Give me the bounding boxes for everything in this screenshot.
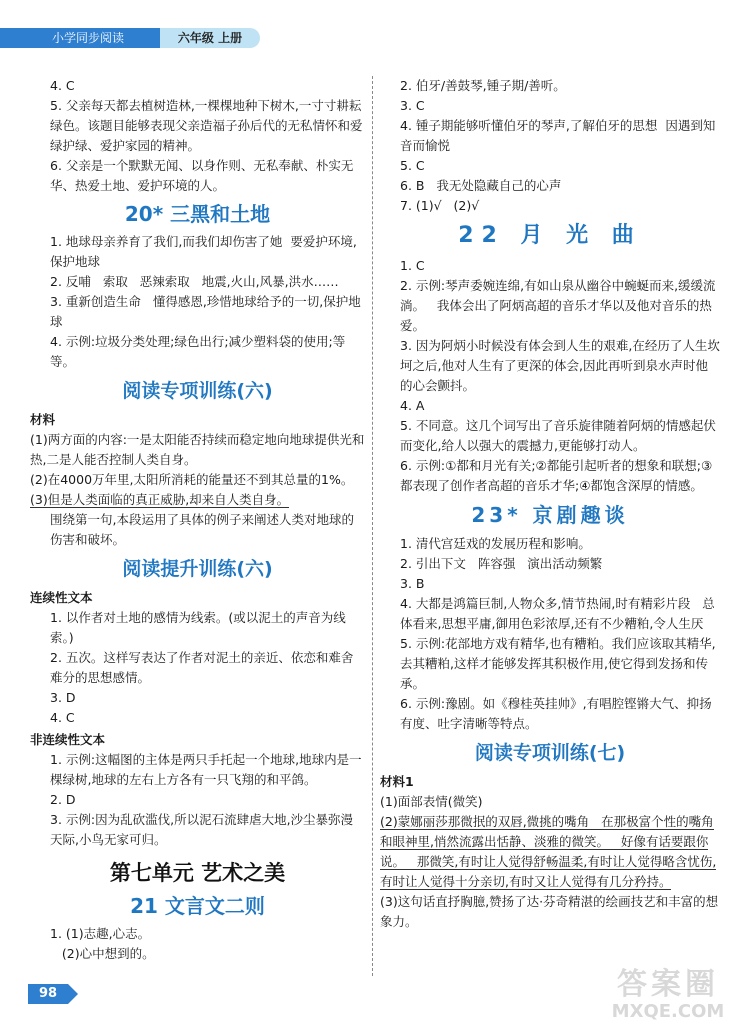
page-number: 98 — [28, 984, 68, 1004]
answer-item: 5. 示例:花部地方戏有精华,也有糟粕。我们应该取其精华,去其糟粕,这样才能够发挥其积极作用,使它得到发扬和传承。 — [400, 636, 716, 691]
left-column — [30, 76, 365, 964]
answer-item: 4. 锺子期能够听懂伯牙的琴声,了解伯牙的思想 因遇到知音而愉悦 — [400, 118, 716, 153]
watermark-url: MXQE.COM — [611, 1001, 725, 1022]
answer-item: 6. 示例:豫剧。如《穆桂英挂帅》,有唱腔铿锵大气、抑扬有度、吐字清晰等特点。 — [400, 696, 712, 731]
page-header — [0, 0, 750, 62]
answer-item: (1)两方面的内容:一是太阳能否持续而稳定地向地球提供光和热,二是人能否控制人类自身。 — [30, 432, 365, 467]
section-title-reading-advance-6: 阅读提升训练(六) — [122, 558, 273, 580]
section-title-reading-special-7: 阅读专项训练(七) — [474, 742, 626, 764]
non-continuous-text-label: 非连续性文本 — [30, 732, 106, 747]
answer-item: 1. (1)志趣,心志。 — [50, 926, 151, 941]
answer-item: 围绕第一句,本段运用了具体的例子来阐述人类对地球的伤害和破坏。 — [50, 512, 354, 547]
answer-item: 1. 清代宫廷戏的发展历程和影响。 — [400, 536, 591, 551]
right-column — [380, 76, 720, 932]
answer-item: (1)面部表情(微笑) — [380, 794, 483, 809]
answer-item: 5. 父亲每天都去植树造林,一棵棵地种下树木,一寸寸耕耘绿色。该题目能够表现父亲造福子孙后代的无私情怀和爱绿护绿、爱护家园的精神。 — [50, 98, 363, 153]
answer-item: (3)这句话直抒胸臆,赞扬了达·芬奇精湛的绘画技艺和丰富的想象力。 — [380, 894, 719, 929]
answer-item: 3. C — [400, 98, 425, 113]
column-divider — [372, 76, 374, 976]
answer-item: 5. C — [400, 158, 425, 173]
page-arrow-icon — [68, 984, 78, 1004]
answer-item: 6. 示例:①都和月光有关;②都能引起听者的想象和联想;③都表现了创作者高超的音乐才华;④都饱含深厚的情感。 — [400, 458, 713, 493]
answer-item: 3. D — [50, 690, 76, 705]
answer-item: 4. A — [400, 398, 425, 413]
material-label: 材料 — [30, 412, 56, 427]
grade-label: 六年级 上册 — [160, 28, 260, 48]
watermark-title: 答案圈 — [617, 967, 719, 1002]
answer-item: (2)心中想到的。 — [50, 946, 155, 961]
lesson-title-23: 23* 京剧趣谈 — [471, 503, 629, 527]
answer-item: 4. 示例:垃圾分类处理;绿色出行;减少塑料袋的使用;等等。 — [50, 334, 346, 369]
answer-item: 2. D — [50, 792, 76, 807]
lesson-title-20: 20* 三黑和土地 — [124, 202, 271, 226]
answer-item: (2)在4000万年里,太阳所消耗的能量还不到其总量的1%。 — [30, 472, 354, 487]
answer-item: 2. 示例:琴声委婉连绵,有如山泉从幽谷中蜿蜒而来,缓缓流淌。 我体会出了阿炳高超的音乐才华以及他对音乐的热爱。 — [400, 278, 716, 333]
unit-title: 第七单元 艺术之美 — [109, 861, 286, 885]
watermark — [598, 968, 738, 1026]
answer-item: 3. 示例:因为乱砍滥伐,所以泥石流肆虐大地,沙尘暴弥漫天际,小鸟无家可归。 — [50, 812, 354, 847]
lesson-title-21: 21 文言文二则 — [130, 894, 265, 918]
answer-item: 3. B — [400, 576, 425, 591]
answer-item: 6. B 我无处隐藏自己的心声 — [400, 178, 562, 193]
answer-item: 1. 地球母亲养育了我们,而我们却伤害了她 要爱护环境,保护地球 — [50, 234, 357, 269]
answer-item: 3. 因为阿炳小时候没有体会到人生的艰难,在经历了人生坎坷之后,他对人生有了更深的体会,因此再听到泉水声时他的心会颤抖。 — [400, 338, 720, 393]
answer-item: 1. C — [400, 258, 425, 273]
material-1-label: 材料1 — [380, 774, 414, 789]
answer-item: 6. 父亲是一个默默无闻、以身作则、无私奉献、朴实无华、热爱土地、爱护环境的人。 — [50, 158, 354, 193]
answer-item: 3. 重新创造生命 懂得感恩,珍惜地球给予的一切,保护地球 — [50, 294, 361, 329]
answer-item: 7. (1)√ (2)√ — [400, 198, 480, 213]
answer-item: 2. 反哺 索取 恶辣索取 地震,火山,风暴,洪水…… — [50, 274, 339, 289]
answer-item: 4. 大都是鸿篇巨制,人物众多,情节热闹,时有精彩片段 总体看来,思想平庸,御用色彩浓厚,还有不少糟粕,令人生厌 — [400, 596, 715, 631]
answer-item: 1. 示例:这幅图的主体是两只手托起一个地球,地球内是一棵绿树,地球的左右上方各有一只飞翔的和平鸽。 — [50, 752, 362, 787]
answer-item: 2. 引出下文 阵容强 演出活动频繁 — [400, 556, 603, 571]
answer-item: 5. 不同意。这几个词写出了音乐旋律随着阿炳的情感起伏而变化,给人以强大的震撼力,更能够打动人。 — [400, 418, 716, 453]
answer-item: 2. 伯牙/善鼓琴,锺子期/善听。 — [400, 78, 566, 93]
underlined-answer: (3)但是人类面临的真正威胁,却来自人类自身。 — [30, 492, 290, 507]
lesson-title-22: 22 月 光 曲 — [458, 223, 642, 248]
answer-item: 4. C — [50, 710, 75, 725]
continuous-text-label: 连续性文本 — [30, 590, 93, 605]
answer-item: 1. 以作者对土地的感情为线索。(或以泥土的声音为线索。) — [50, 610, 346, 645]
answer-item: 4. C — [50, 78, 75, 93]
answer-item: 2. 五次。这样写表达了作者对泥土的亲近、依恋和难舍难分的思想感情。 — [50, 650, 354, 685]
book-series-label: 小学同步阅读 — [0, 28, 165, 48]
underlined-answer: (2)蒙娜丽莎那微抿的双唇,微挑的嘴角 在那极富个性的嘴角和眼神里,悄然流露出恬静、淡雅的微笑。 好像有话要跟你说。 那微笑,有时让人觉得舒畅温柔,有时让人觉得略含忧伤,有时让人觉得十分亲切,有时又让人觉得有几分矜持。 — [380, 814, 717, 889]
section-title-reading-special-6: 阅读专项训练(六) — [122, 380, 273, 402]
